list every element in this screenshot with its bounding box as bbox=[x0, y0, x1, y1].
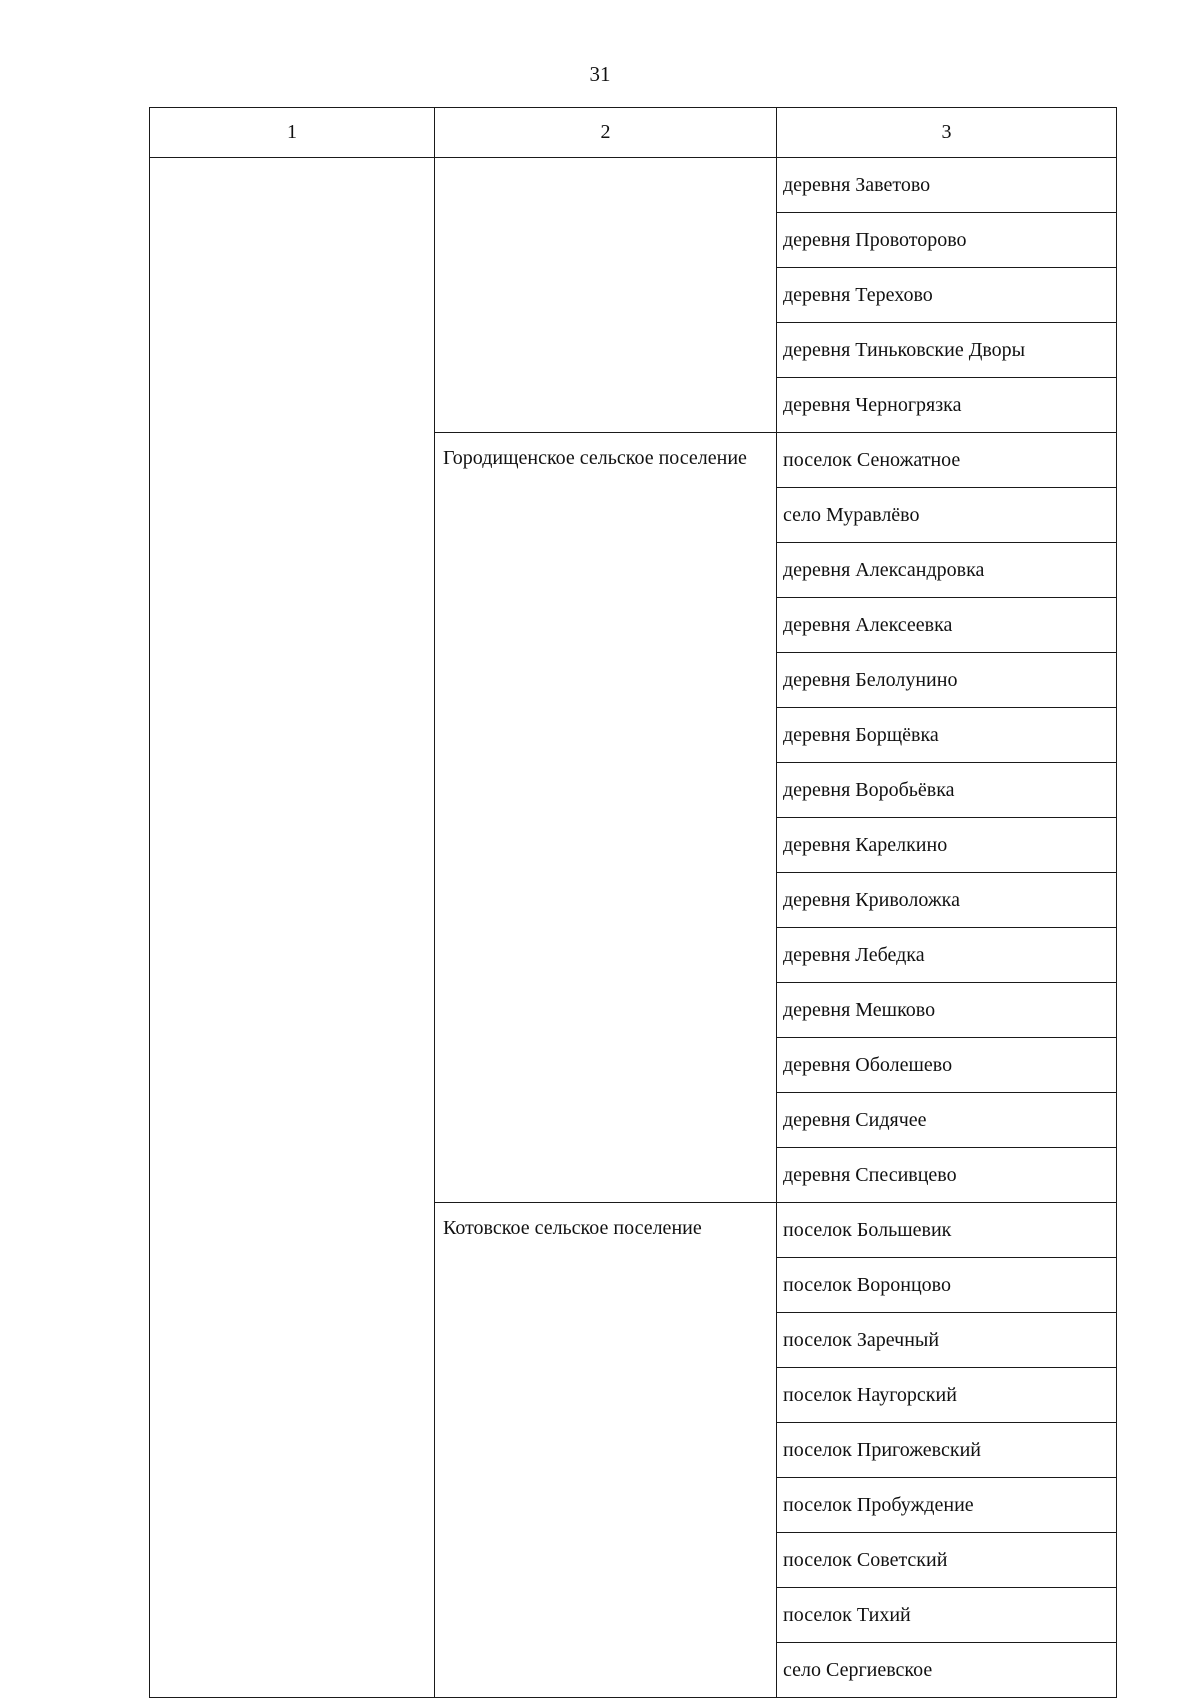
locality-cell: деревня Алексеевка bbox=[777, 598, 1117, 653]
locality-cell: поселок Пригожевский bbox=[777, 1423, 1117, 1478]
locality-cell: деревня Белолунино bbox=[777, 653, 1117, 708]
settlements-table bbox=[149, 107, 1117, 1698]
locality-cell: деревня Мешково bbox=[777, 983, 1117, 1038]
locality-cell: деревня Спесивцево bbox=[777, 1148, 1117, 1203]
column-header-1: 1 bbox=[150, 108, 435, 158]
column-header-3: 3 bbox=[777, 108, 1117, 158]
locality-cell: деревня Заветово bbox=[777, 158, 1117, 213]
locality-cell: поселок Наугорский bbox=[777, 1368, 1117, 1423]
settlement-cell bbox=[435, 158, 777, 433]
locality-cell: поселок Воронцово bbox=[777, 1258, 1117, 1313]
district-cell bbox=[150, 158, 435, 1698]
locality-cell: деревня Сидячее bbox=[777, 1093, 1117, 1148]
locality-cell: поселок Сеножатное bbox=[777, 433, 1117, 488]
locality-cell: село Муравлёво bbox=[777, 488, 1117, 543]
locality-cell: деревня Терехово bbox=[777, 268, 1117, 323]
locality-cell: деревня Тиньковские Дворы bbox=[777, 323, 1117, 378]
locality-cell: деревня Провоторово bbox=[777, 213, 1117, 268]
page-number: 31 bbox=[589, 62, 611, 86]
locality-cell: деревня Лебедка bbox=[777, 928, 1117, 983]
locality-cell: поселок Заречный bbox=[777, 1313, 1117, 1368]
locality-cell: поселок Тихий bbox=[777, 1588, 1117, 1643]
locality-cell: деревня Карелкино bbox=[777, 818, 1117, 873]
locality-cell: деревня Черногрязка bbox=[777, 378, 1117, 433]
locality-cell: поселок Советский bbox=[777, 1533, 1117, 1588]
column-header-2: 2 bbox=[435, 108, 777, 158]
settlement-cell: Городищенское сельское поселение bbox=[435, 433, 777, 1203]
table-row bbox=[150, 158, 1117, 213]
locality-cell: поселок Большевик bbox=[777, 1203, 1117, 1258]
locality-cell: село Сергиевское bbox=[777, 1643, 1117, 1698]
locality-cell: деревня Александровка bbox=[777, 543, 1117, 598]
locality-cell: деревня Оболешево bbox=[777, 1038, 1117, 1093]
settlement-cell: Котовское сельское поселение bbox=[435, 1203, 777, 1698]
locality-cell: деревня Борщёвка bbox=[777, 708, 1117, 763]
locality-cell: деревня Криволожка bbox=[777, 873, 1117, 928]
locality-cell: поселок Пробуждение bbox=[777, 1478, 1117, 1533]
locality-cell: деревня Воробьёвка bbox=[777, 763, 1117, 818]
table-header-row bbox=[150, 108, 1117, 158]
